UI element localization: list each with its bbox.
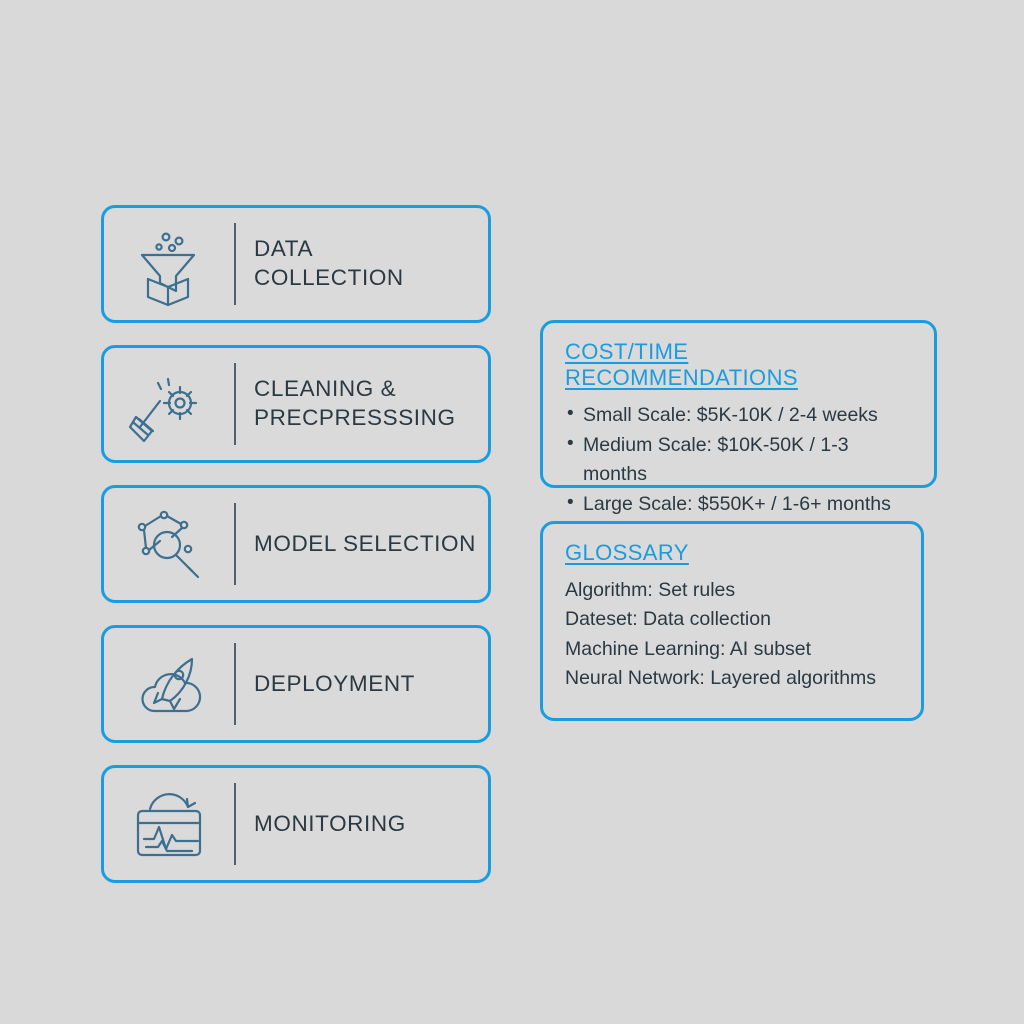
glossary-panel-title: GLOSSARY bbox=[565, 540, 689, 565]
list-item: Machine Learning: AI subset bbox=[565, 637, 812, 660]
monitor-pulse-icon bbox=[104, 781, 234, 867]
pipeline-step-label bbox=[236, 530, 476, 559]
pipeline-column bbox=[101, 205, 491, 905]
step-divider bbox=[234, 503, 236, 585]
cost-panel-title: COST/TIME RECOMMENDATIONS bbox=[565, 339, 798, 390]
pipeline-step-data-collection[interactable] bbox=[101, 205, 491, 323]
step-label-line1: CLEANING & bbox=[254, 376, 397, 402]
rocket-cloud-icon bbox=[104, 641, 234, 727]
pipeline-step-label bbox=[236, 810, 406, 839]
step-label-line1: DATA bbox=[254, 236, 314, 262]
cost-panel-list bbox=[565, 401, 914, 520]
network-magnifier-icon bbox=[104, 501, 234, 587]
funnel-data-icon bbox=[104, 221, 234, 307]
pipeline-step-label bbox=[236, 375, 456, 433]
step-divider bbox=[234, 223, 236, 305]
glossary-list bbox=[565, 576, 901, 693]
step-divider bbox=[234, 363, 236, 445]
pipeline-step-model-selection[interactable] bbox=[101, 485, 491, 603]
list-item: • Medium Scale: $10K-50K / 1-3 months bbox=[565, 431, 914, 490]
step-label-line1: MONITORING bbox=[254, 810, 406, 836]
glossary-panel bbox=[540, 521, 924, 721]
list-item: Neural Network: Layered algorithms bbox=[565, 666, 877, 689]
pipeline-step-label bbox=[236, 670, 415, 699]
step-label-line2: PRECPRESSSING bbox=[254, 405, 456, 430]
step-divider bbox=[234, 783, 236, 865]
broom-gear-icon bbox=[104, 361, 234, 447]
cost-time-recommendations-panel bbox=[540, 320, 937, 515]
pipeline-step-label bbox=[236, 235, 404, 293]
pipeline-step-monitoring[interactable] bbox=[101, 765, 491, 883]
step-divider bbox=[234, 643, 236, 725]
pipeline-step-deployment[interactable] bbox=[101, 625, 491, 743]
step-label-line2: COLLECTION bbox=[254, 265, 404, 290]
list-item: • Large Scale: $550K+ / 1-6+ months bbox=[565, 490, 914, 520]
list-item: Dateset: Data collection bbox=[565, 608, 771, 631]
list-item: Algorithm: Set rules bbox=[565, 579, 736, 601]
step-label-line1: DEPLOYMENT bbox=[254, 670, 416, 696]
pipeline-step-cleaning-preprocessing[interactable] bbox=[101, 345, 491, 463]
step-label-line1: MODEL SELECTION bbox=[254, 530, 476, 556]
list-item: • Small Scale: $5K-10K / 2-4 weeks bbox=[565, 401, 914, 431]
